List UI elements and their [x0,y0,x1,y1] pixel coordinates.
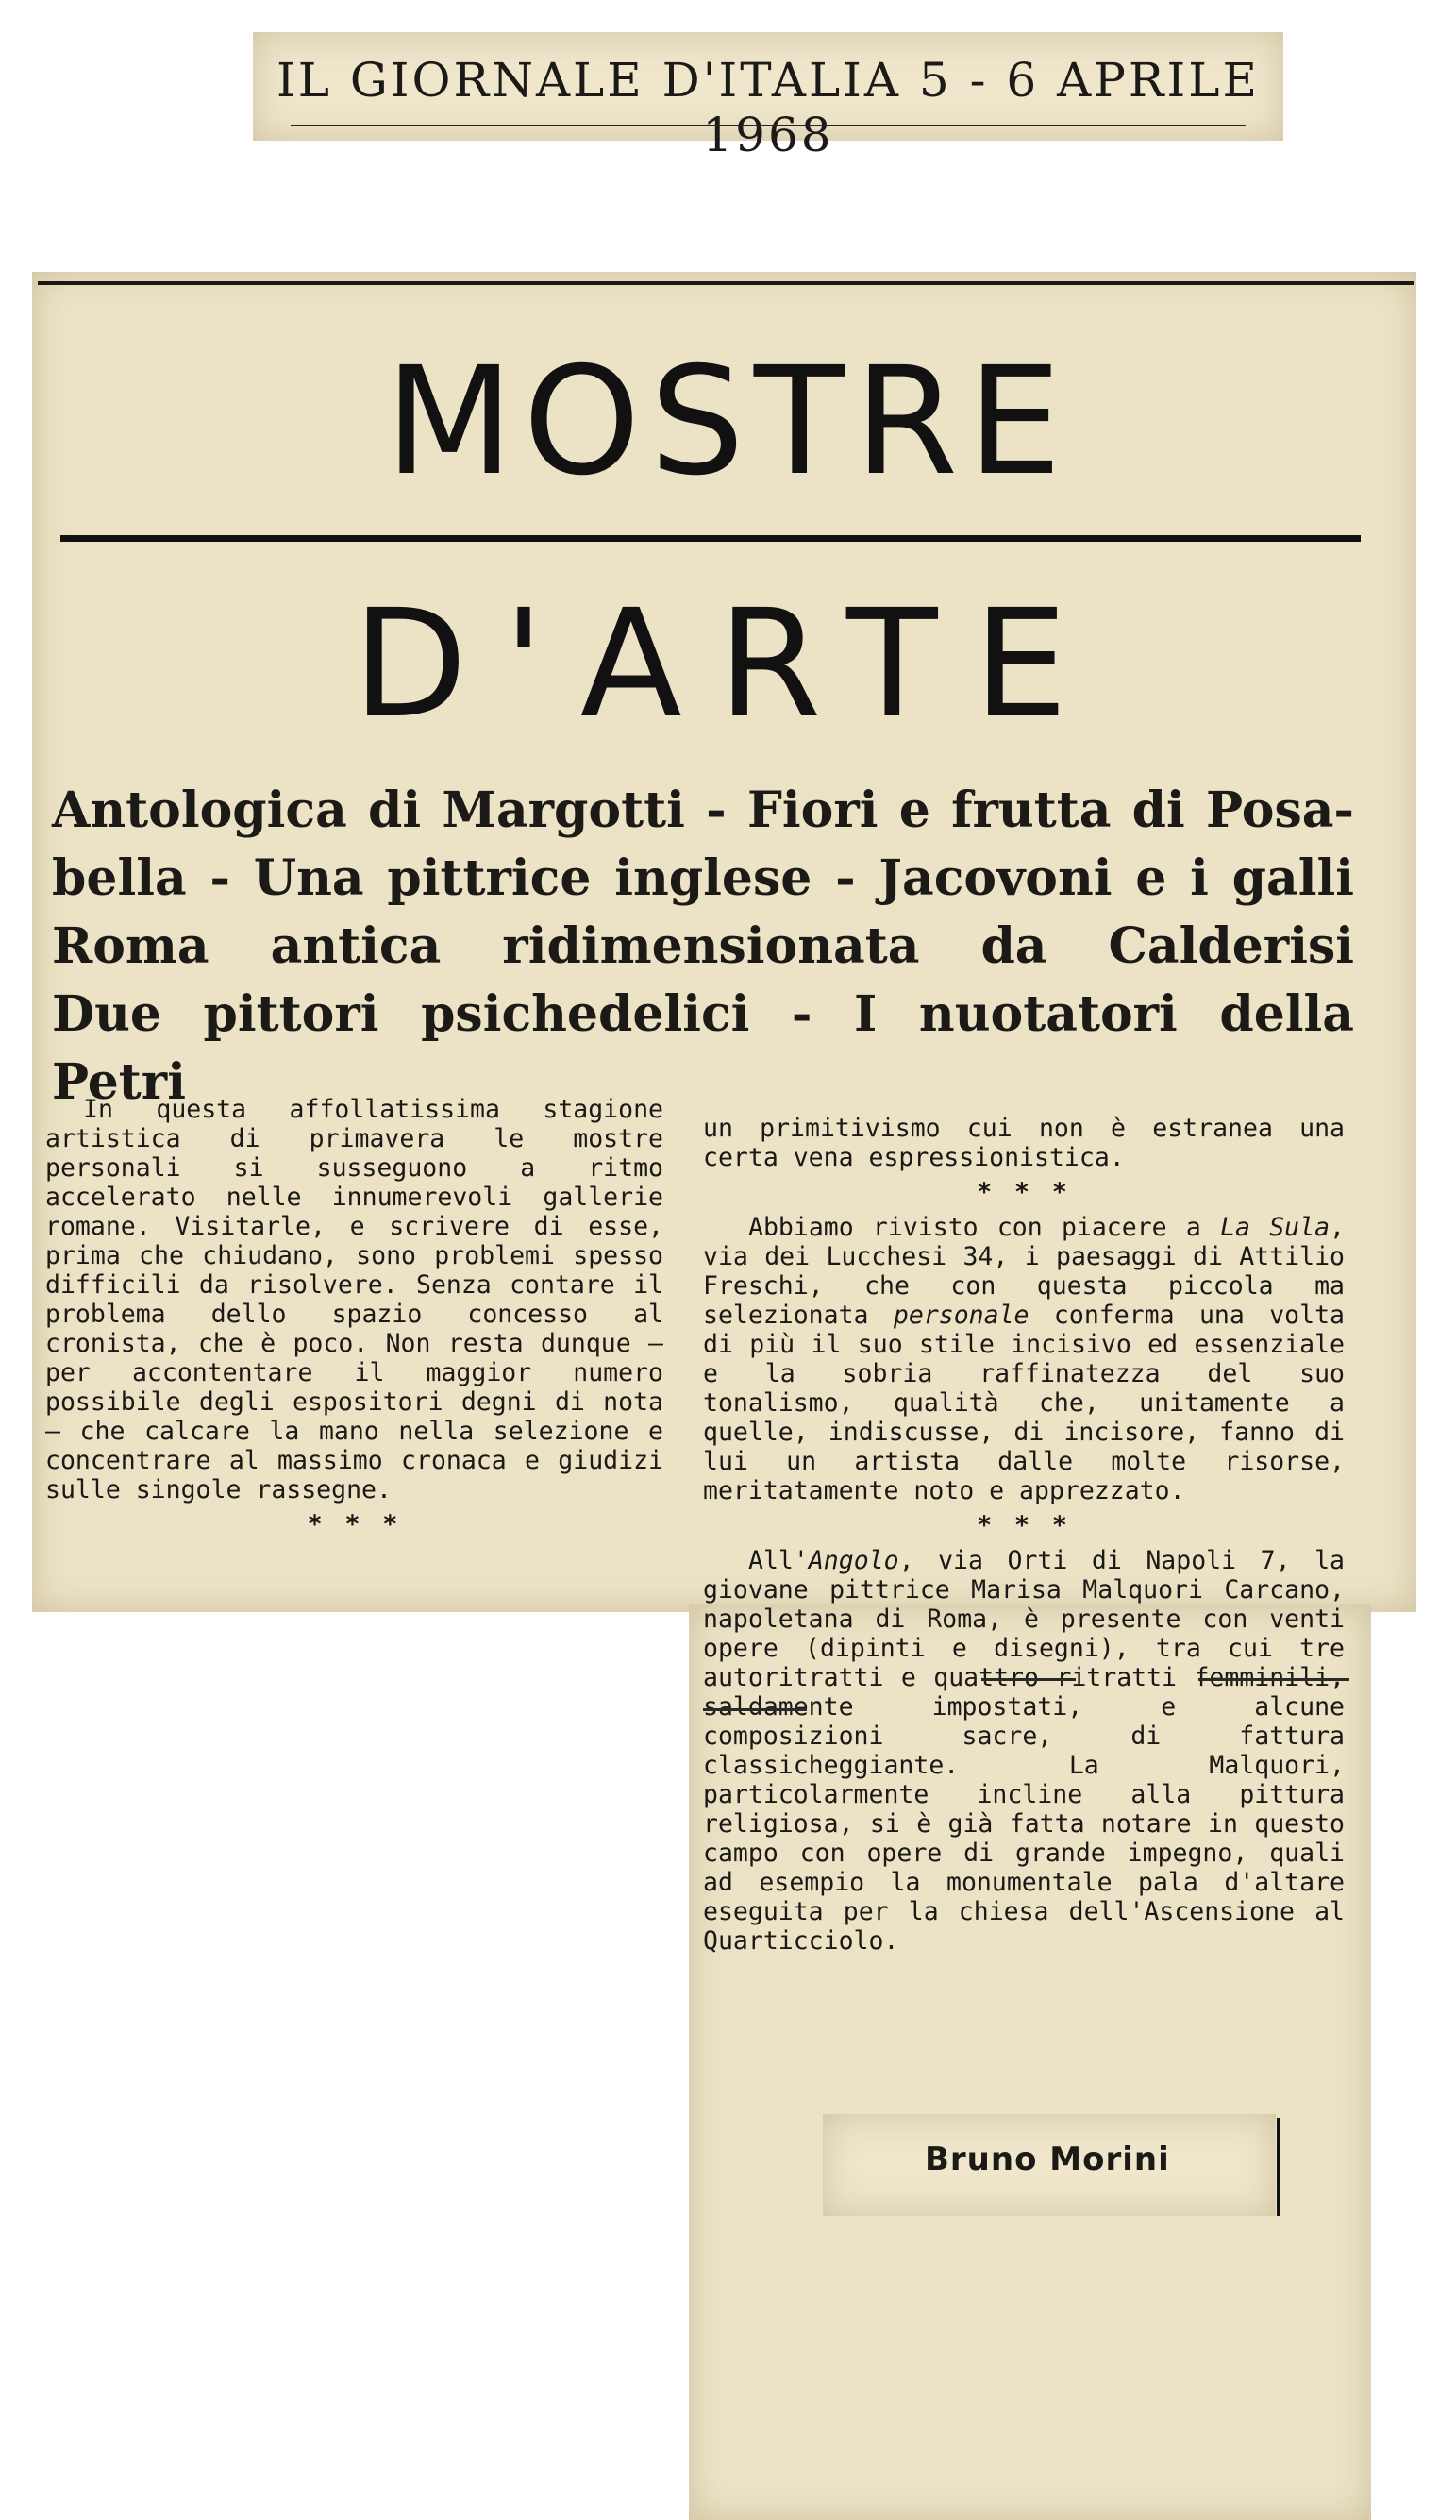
text-run: All' [748,1546,809,1575]
subheadline [52,777,1354,1117]
intro-paragraph: In questa affollatissima stagione artistica di primavera le mostre personali si susseguono a ritmo accelerato nelle innumerevoli gallerie romane. Visitarle, e scrivere di esse, prima che chiudano, sono problemi spesso difficili da risolvere. Senza contare il problema dello spazio concesso al cronista, che è poco. Non resta dunque — per accontentare il maggior numero possibile degli espositori degni di nota — che calcare la mano nella selezione e concentrare al massimo cronaca e giudizi sulle singole rassegne. [45,1095,663,1504]
masthead-text: IL GIORNALE D'ITALIA 5 - 6 APRILE 1968 [276,53,1260,162]
headline-line-1: MOSTRE [384,335,1072,509]
text-run: conferma una volta di più il suo stile incisivo ed essenziale e la sobria raffinatezza del suo tonalismo, qualità che, unitamente a quelle, indiscusse, di incisore, fanno di lui un artista dalle molte risorse, meritatamente noto e apprezzato. [703,1301,1345,1505]
author-signature: Bruno Morini [925,2141,1170,2178]
subheadline-line: Roma antica ridimensionata da Calderisi [52,917,1354,975]
masthead-rule [291,125,1246,126]
paragraph-malquori [703,1546,1345,1956]
right-column [703,1114,1345,1956]
headline-line-2: D'ARTE [352,578,1104,751]
gallery-name: Angolo [808,1546,899,1575]
signature-rule [1277,2118,1280,2216]
pen-underline [981,1678,1076,1681]
header-rule [38,281,1414,285]
paragraph-primitivismo: un primitivismo cui non è estranea una certa vena espressionistica. [703,1114,1345,1172]
subheadline-line: Due pittori psichedelici - I nuotatori della Petri [52,985,1354,1111]
subheadline-line: Antologica di Margotti - Fiori e frutta di Posa- [52,781,1354,839]
masthead-clipping [253,32,1283,162]
pen-underline [1198,1678,1349,1681]
text-run: , via Orti di Napoli 7, la giovane pittrice Marisa Malquori Carcano, napoletana di Roma, è presente con venti opere (dipinti e disegni), tra cui tre autoritratti e quattro ritratti femminili, saldamente impostati, e alcune composizioni sacre, di fattura classicheggiante. La Malquori, particolarmente incline alla pittura religiosa, si è già fatta notare in questo campo con opere di grande impegno, quali ad esempio la monumentale pala d'altare eseguita per la chiesa dell'Ascensione al Quarticciolo. [703,1546,1345,1956]
section-separator: * * * [307,1510,402,1539]
section-separator: * * * [977,1511,1071,1540]
section-separator: * * * [977,1178,1071,1207]
subheadline-line: bella - Una pittrice inglese - Jacovoni e i galli [52,849,1354,907]
headline-divider [60,535,1361,542]
text-run: Abbiamo rivisto con piacere a [748,1213,1221,1242]
paragraph-freschi [703,1213,1345,1505]
italic-word: personale [893,1301,1029,1330]
text-run: , via dei Lucchesi 34, i paesaggi di Attilio Freschi, che con questa piccola ma selezionata [703,1213,1345,1330]
left-column [45,1095,663,1545]
pen-underline [703,1708,807,1711]
gallery-name: La Sula [1220,1213,1330,1242]
